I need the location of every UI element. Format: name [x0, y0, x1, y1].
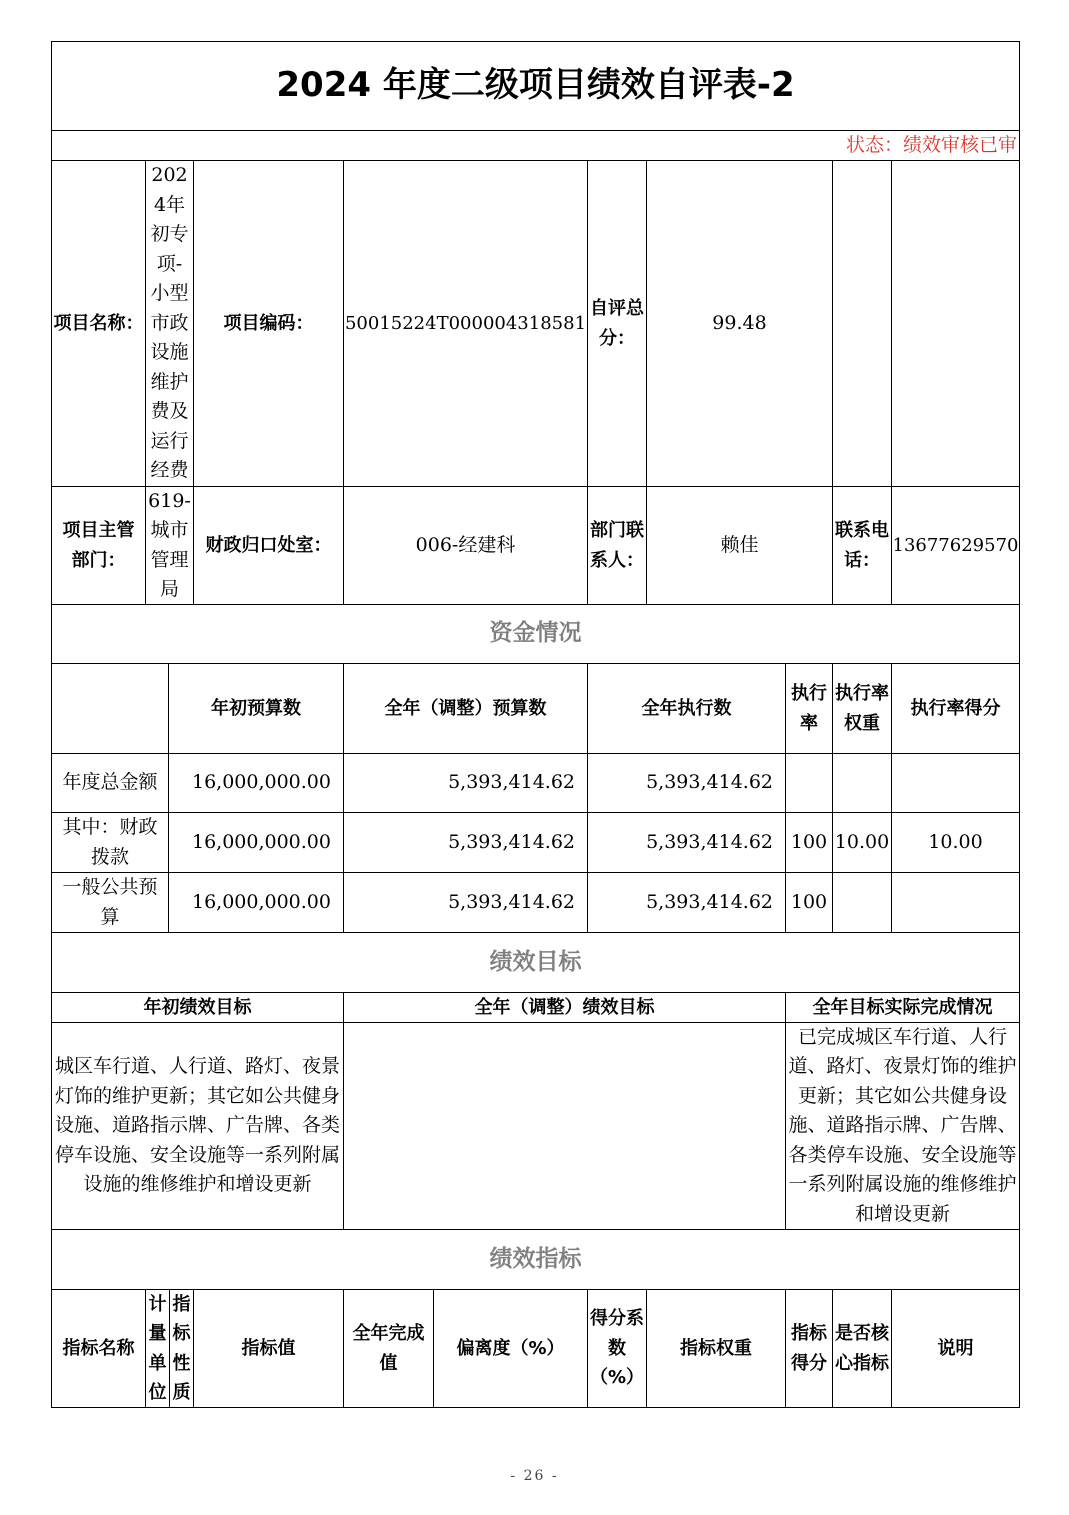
dept-value: 619-城市管理局 — [145, 486, 194, 605]
funds-section-title: 资金情况 — [51, 604, 1020, 664]
dept-label: 项目主管部门： — [51, 486, 146, 605]
indicator-header-weight: 指标权重 — [646, 1289, 786, 1408]
funds-row-adjusted: 5,393,414.62 — [343, 872, 588, 933]
funds-row-executed: 5,393,414.62 — [587, 872, 786, 933]
phone-label: 联系电话： — [832, 486, 892, 605]
status-badge: 状态：绩效审核已审 — [51, 130, 1020, 161]
goals-initial-text: 城区车行道、人行道、路灯、夜景灯饰的维护更新；其它如公共健身设施、道路指示牌、广告牌、各类停车设施、安全设施等一系列附属设施的维修维护和增设更新 — [51, 1022, 344, 1230]
funds-row-score: 10.00 — [891, 812, 1020, 873]
indicator-header-core: 是否核心指标 — [832, 1289, 892, 1408]
goals-section-title: 绩效目标 — [51, 932, 1020, 993]
funds-row-weight — [832, 872, 892, 933]
funds-header-score: 执行率得分 — [891, 663, 1020, 754]
goals-header-initial: 年初绩效目标 — [51, 992, 344, 1023]
funds-row-adjusted: 5,393,414.62 — [343, 812, 588, 873]
funds-row-label: 其中：财政拨款 — [51, 812, 169, 873]
funds-row-initial: 16,000,000.00 — [168, 812, 344, 873]
project-code-label: 项目编码： — [193, 160, 344, 487]
funds-header-weight: 执行率权重 — [832, 663, 892, 754]
indicator-header-score: 指标得分 — [785, 1289, 833, 1408]
indicator-header-coefficient: 得分系数（%） — [587, 1289, 647, 1408]
contact-label: 部门联系人： — [587, 486, 647, 605]
indicator-header-name: 指标名称 — [51, 1289, 146, 1408]
page-number: - 26 - — [510, 1468, 559, 1484]
contact-value: 赖佳 — [646, 486, 833, 605]
indicator-header-note: 说明 — [891, 1289, 1020, 1408]
funds-header-adjusted: 全年（调整）预算数 — [343, 663, 588, 754]
project-name-label: 项目名称： — [51, 160, 146, 487]
funds-row-rate: 100 — [785, 812, 833, 873]
page-title: 2024 年度二级项目绩效自评表-2 — [51, 41, 1020, 131]
funds-row-label: 年度总金额 — [51, 753, 169, 813]
project-code-value: 50015224T000004318581 — [343, 160, 588, 487]
funds-header-blank — [51, 663, 169, 754]
empty-cell — [891, 160, 1020, 487]
funds-row-rate — [785, 753, 833, 813]
funds-row-label: 一般公共预算 — [51, 872, 169, 933]
funds-row-weight: 10.00 — [832, 812, 892, 873]
indicator-header-deviation: 偏离度（%） — [433, 1289, 588, 1408]
indicators-section-title: 绩效指标 — [51, 1229, 1020, 1290]
funds-row-rate: 100 — [785, 872, 833, 933]
funds-row-score — [891, 753, 1020, 813]
funds-header-initial: 年初预算数 — [168, 663, 344, 754]
goals-header-actual: 全年目标实际完成情况 — [785, 992, 1020, 1023]
score-value: 99.48 — [646, 160, 833, 487]
goals-header-adjusted: 全年（调整）绩效目标 — [343, 992, 786, 1023]
funds-row-executed: 5,393,414.62 — [587, 753, 786, 813]
funds-row-executed: 5,393,414.62 — [587, 812, 786, 873]
funds-row-adjusted: 5,393,414.62 — [343, 753, 588, 813]
score-label: 自评总分： — [587, 160, 647, 487]
indicator-header-value: 指标值 — [193, 1289, 344, 1408]
funds-header-rate: 执行率 — [785, 663, 833, 754]
indicator-header-unit: 计量单位 — [145, 1289, 170, 1408]
indicator-header-nature: 指标性质 — [169, 1289, 194, 1408]
goals-adjusted-text — [343, 1022, 786, 1230]
indicator-header-completed: 全年完成值 — [343, 1289, 434, 1408]
project-name-value: 2024年初专项-小型市政设施维护费及运行经费 — [145, 160, 194, 487]
funds-row-initial: 16,000,000.00 — [168, 872, 344, 933]
finance-value: 006-经建科 — [343, 486, 588, 605]
finance-label: 财政归口处室： — [193, 486, 344, 605]
funds-row-score — [891, 872, 1020, 933]
empty-cell — [832, 160, 892, 487]
funds-row-initial: 16,000,000.00 — [168, 753, 344, 813]
funds-header-executed: 全年执行数 — [587, 663, 786, 754]
funds-row-weight — [832, 753, 892, 813]
goals-actual-text: 已完成城区车行道、人行道、路灯、夜景灯饰的维护更新；其它如公共健身设施、道路指示牌、广告牌、各类停车设施、安全设施等一系列附属设施的维修维护和增设更新 — [785, 1022, 1020, 1230]
phone-value: 13677629570 — [891, 486, 1020, 605]
